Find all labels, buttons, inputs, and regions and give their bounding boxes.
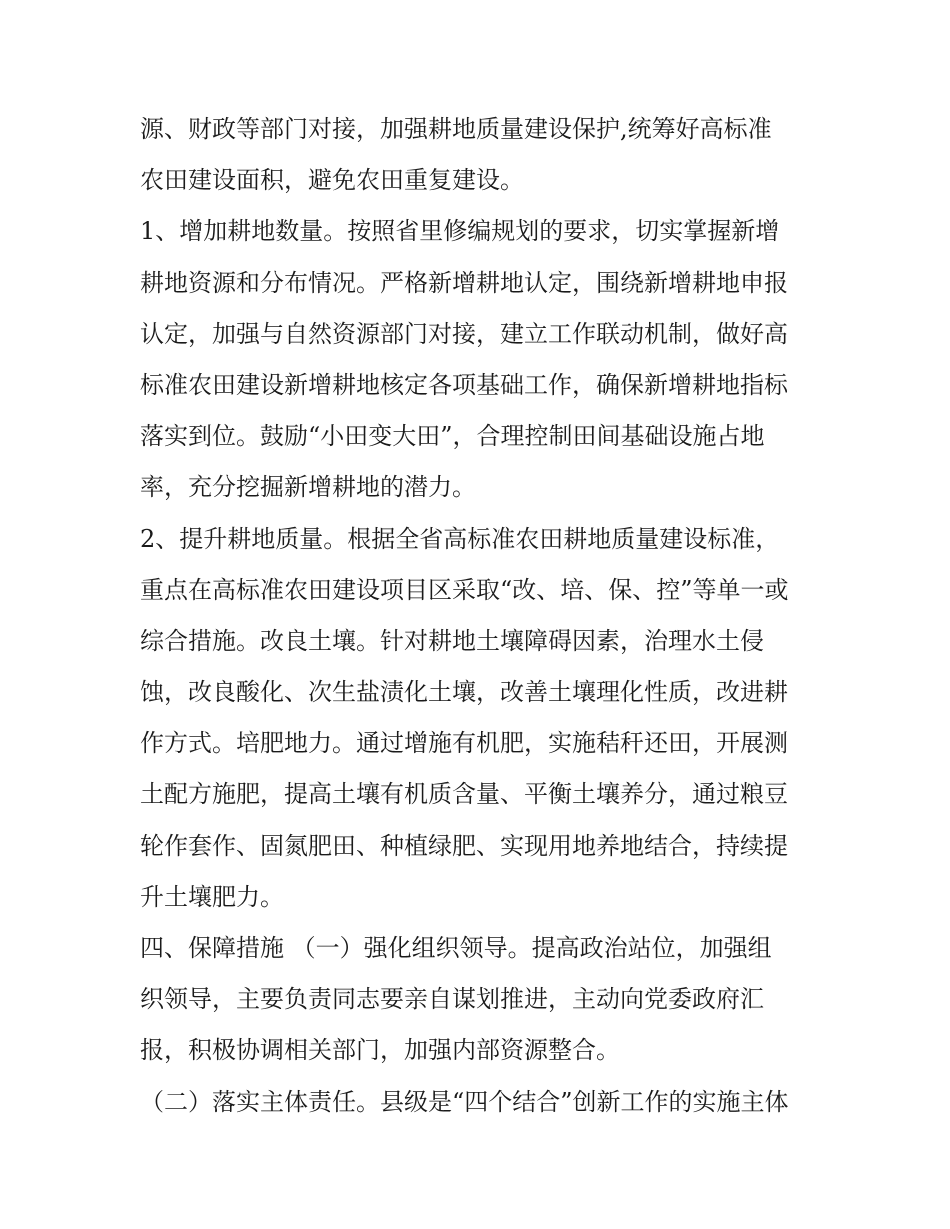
- text-line: 报，积极协调相关部门，加强内部资源整合。: [140, 1036, 620, 1065]
- text-line: 认定，加强与自然资源部门对接，建立工作联动机制，做好高: [140, 319, 788, 348]
- text-line: 源、财政等部门对接，加强耕地质量建设保护,统筹好高标准: [140, 115, 772, 143]
- text-line: 落实到位。鼓励“小田变大田”，合理控制田间基础设施占地: [140, 422, 765, 451]
- text-line: 轮作套作、固氮肥田、种植绿肥、实现用地养地结合，持续提: [140, 831, 788, 860]
- text-line: 作方式。培肥地力。通过增施有机肥，实施秸秆还田，开展测: [140, 729, 788, 758]
- text-line: 耕地资源和分布情况。严格新增耕地认定，围绕新增耕地申报: [140, 268, 788, 297]
- text-line: 织领导，主要负责同志要亲自谋划推进，主动向党委政府汇: [140, 985, 764, 1014]
- text-line: 农田建设面积，避免农田重复建设。: [140, 166, 524, 195]
- text-line: 率，充分挖掘新增耕地的潜力。: [140, 473, 476, 502]
- document-body: [140, 104, 820, 1128]
- text-line: 土配方施肥，提高土壤有机质含量、平衡土壤养分，通过粮豆: [140, 780, 788, 809]
- text-line: 四、保障措施 （一）强化组织领导。提高政治站位，加强组: [140, 934, 772, 962]
- text-line: 标准农田建设新增耕地核定各项基础工作，确保新增耕地指标: [140, 370, 788, 399]
- text-line: 2、提升耕地质量。根据全省高标准农田耕地质量建设标准，: [140, 524, 780, 553]
- text-line: 重点在高标准农田建设项目区采取“改、培、保、控”等单一或: [140, 575, 789, 604]
- text-line: 蚀，改良酸化、次生盐渍化土壤，改善土壤理化性质，改进耕: [140, 678, 788, 707]
- text-line: 综合措施。改良土壤。针对耕地土壤障碍因素，治理水土侵: [140, 626, 764, 655]
- text-line: 升土壤肥力。: [140, 882, 284, 911]
- text-line: （二）落实主体责任。县级是“四个结合”创新工作的实施主体: [140, 1087, 789, 1116]
- text-line: 1、增加耕地数量。按照省里修编规划的要求，切实掌握新增: [140, 217, 780, 246]
